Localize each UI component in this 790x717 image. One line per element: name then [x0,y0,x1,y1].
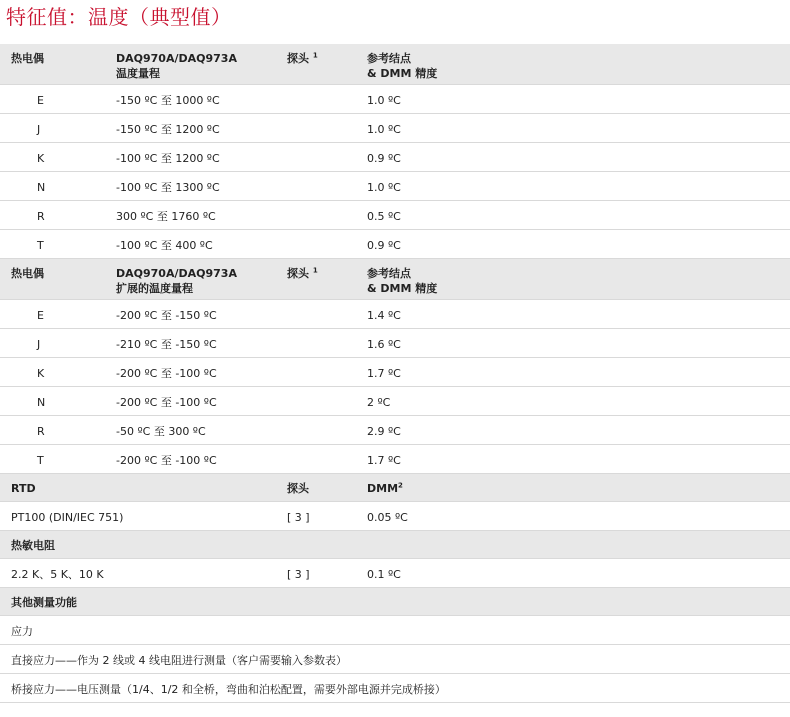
temperature-range: -150 ºC 至 1000 ºC [116,94,220,107]
accuracy-value: 1.7 ºC [367,454,401,467]
footnote-marker: 1 [312,266,318,275]
thermocouple-type: E [37,94,44,107]
thermocouple-type: R [37,210,45,223]
thermocouple-type: E [37,309,44,322]
temperature-range: -200 ºC 至 -100 ºC [116,396,217,409]
accuracy-value: 0.9 ºC [367,152,401,165]
table-row [0,502,790,531]
header-accuracy: 参考结点 & DMM 精度 [367,267,438,295]
table-row [0,201,790,230]
other-function-text: 直接应力——作为 2 线或 4 线电阻进行测量（客户需要输入参数表） [11,654,347,667]
temperature-range: -100 ºC 至 400 ºC [116,239,213,252]
temperature-range: -50 ºC 至 300 ºC [116,425,206,438]
temperature-range: -200 ºC 至 -100 ºC [116,454,217,467]
table-row [0,387,790,416]
extended-thermocouple-header [0,259,790,300]
header-dmm: DMM$^2$ [367,481,403,495]
thermistor-accuracy: 0.1 ºC [367,568,401,581]
rtd-name: PT100 (DIN/IEC 751) [11,511,124,524]
thermistor-header [0,531,790,559]
temperature-range: -100 ºC 至 1200 ºC [116,152,220,165]
table-row [0,329,790,358]
accuracy-value: 2.9 ºC [367,425,401,438]
table-row [0,300,790,329]
table-row [0,172,790,201]
table-row [0,445,790,474]
other-function-text: 桥接应力——电压测量（1/4、1/2 和全桥，弯曲和泊松配置，需要外部电源并完成桥接） [11,683,446,696]
thermocouple-type: T [37,454,44,467]
rtd-probe: [ 3 ] [287,511,310,524]
footnote-marker: 1 [312,51,318,60]
table-row [0,645,790,674]
thermocouple-type: J [37,338,41,351]
accuracy-value: 1.0 ºC [367,123,401,136]
accuracy-value: 0.5 ºC [367,210,401,223]
table-row [0,358,790,387]
header-probe: 探头 $^1$ [287,51,318,65]
thermistor-name: 2.2 K、5 K、10 K [11,568,104,581]
table-row [0,143,790,172]
page-title: 特征值：温度（典型值） [6,5,232,29]
header-thermocouple: 热电偶 [11,52,44,65]
table-row [0,114,790,143]
thermocouple-header [0,44,790,85]
header-rtd: RTD [11,482,36,495]
temperature-range: 300 ºC 至 1760 ºC [116,210,216,223]
temperature-spec-table [0,44,790,703]
header-thermocouple: 热电偶 [11,267,44,280]
table-row [0,674,790,703]
footnote-marker: 2 [398,481,403,490]
accuracy-value: 1.7 ºC [367,367,401,380]
thermocouple-type: R [37,425,45,438]
thermocouple-type: T [37,239,44,252]
header-extended-range: DAQ970A/DAQ973A 扩展的温度量程 [116,267,237,295]
table-row [0,85,790,114]
thermocouple-type: K [37,367,45,380]
rtd-accuracy: 0.05 ºC [367,511,408,524]
table-row [0,230,790,259]
header-thermistor: 热敏电阻 [11,539,55,552]
accuracy-value: 1.0 ºC [367,181,401,194]
thermocouple-type: N [37,396,46,409]
thermistor-probe: [ 3 ] [287,568,310,581]
header-other-functions: 其他测量功能 [11,596,77,609]
accuracy-value: 0.9 ºC [367,239,401,252]
accuracy-value: 1.4 ºC [367,309,401,322]
temperature-range: -210 ºC 至 -150 ºC [116,338,217,351]
table-row [0,559,790,588]
table-row [0,416,790,445]
header-probe: 探头 $^1$ [287,266,318,280]
temperature-range: -150 ºC 至 1200 ºC [116,123,220,136]
header-probe: 探头 [287,482,309,495]
accuracy-value: 1.6 ºC [367,338,401,351]
accuracy-value: 1.0 ºC [367,94,401,107]
accuracy-value: 2 ºC [367,396,391,409]
thermocouple-type: K [37,152,45,165]
table-row [0,616,790,645]
other-function-text: 应力 [11,625,33,638]
temperature-range: -100 ºC 至 1300 ºC [116,181,220,194]
header-accuracy: 参考结点 & DMM 精度 [367,52,438,80]
thermocouple-type: J [37,123,41,136]
temperature-range: -200 ºC 至 -100 ºC [116,367,217,380]
rtd-header [0,474,790,502]
header-range: DAQ970A/DAQ973A 温度量程 [116,52,237,80]
thermocouple-type: N [37,181,46,194]
other-functions-header [0,588,790,616]
temperature-range: -200 ºC 至 -150 ºC [116,309,217,322]
